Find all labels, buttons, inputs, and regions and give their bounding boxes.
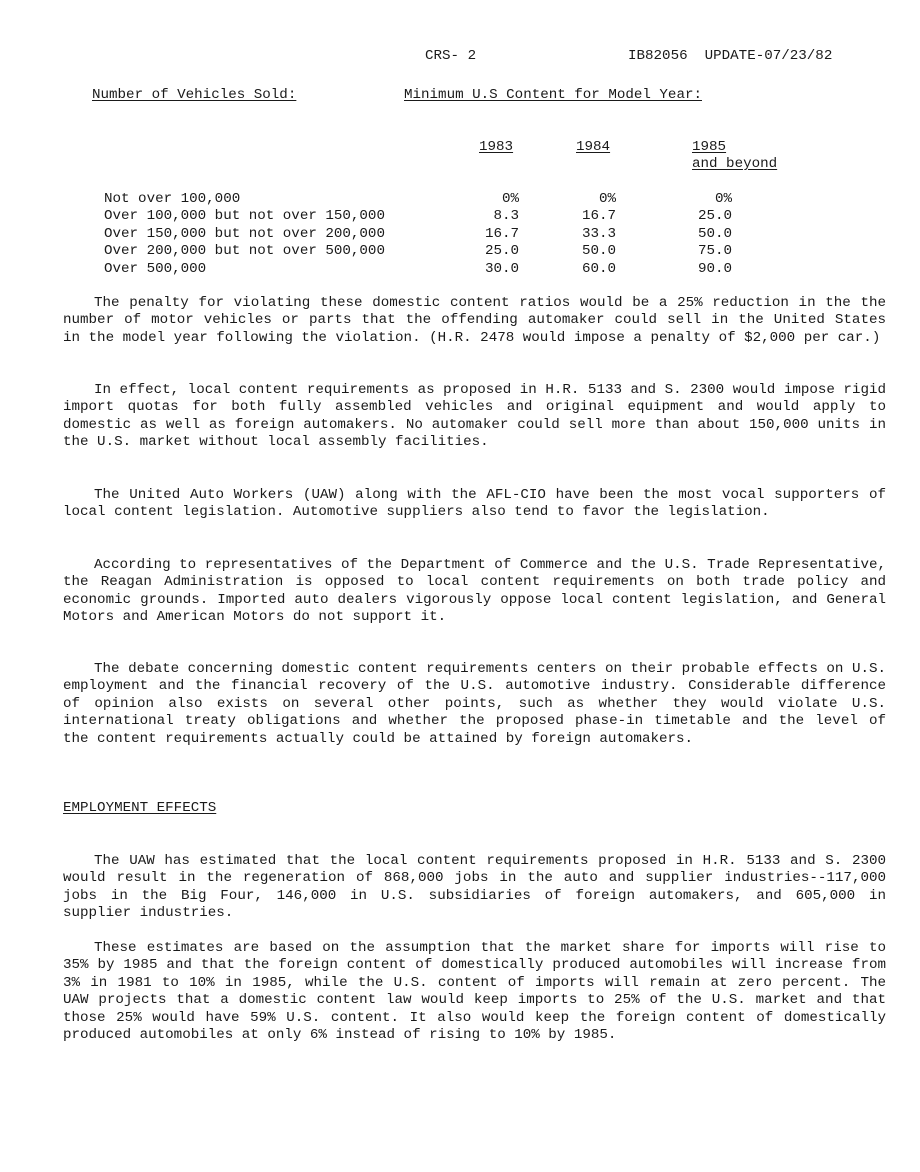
table-row [0, 243, 920, 260]
cell-1985: 50.0 [697, 225, 732, 242]
cell-1985: 90.0 [697, 260, 732, 277]
paragraph-uaw-support [63, 487, 886, 522]
row-label: Not over 100,000 [104, 191, 241, 207]
row-label: Over 200,000 but not over 500,000 [104, 243, 385, 260]
year-1983-heading: 1983 [479, 139, 514, 155]
table-heading-content: Minimum U.S Content for Model Year: [404, 87, 702, 103]
paragraph-text: In effect, local content requirements as proposed in H.R. 5133 and S. 2300 would impose rigid import quotas for both fully assembled vehicles and original equipment and would apply to domestic as well as foreign automakers. No automaker could sell more than about 150,000 units in the U.S. market without local assembly facilities. [63, 382, 886, 451]
section-heading-employment: EMPLOYMENT EFFECTS [63, 800, 217, 816]
cell-1984: 60.0 [581, 260, 616, 277]
table-row [0, 226, 920, 243]
cell-1983: 16.7 [484, 225, 519, 242]
cell-1985: 0% [714, 191, 732, 207]
table-row [0, 208, 920, 225]
cell-1983: 30.0 [484, 260, 519, 277]
row-label: Over 500,000 [104, 260, 207, 277]
paragraph-administration [63, 557, 886, 627]
paragraph-text: These estimates are based on the assumption that the market share for imports will rise to 35% by 1985 and that the foreign content of domestically produced automobiles will increase from 3% in 1981 to 10% in 1985, while the U.S. content of imports will remain at zero percent. The UAW projects that a domestic content law would keep imports to 25% of the U.S. market and that those 25% would have 59% U.S. content. It also would keep the foreign content of domestically produced automobiles at only 6% instead of rising to 10% by 1985. [63, 940, 886, 1044]
cell-1985: 25.0 [697, 208, 732, 225]
paragraph-text: The UAW has estimated that the local content requirements proposed in H.R. 5133 and S. 2300 would result in the regeneration of 868,000 jobs in the auto and supplier industries--117,000 jobs in the Big Four, 146,000 in U.S. subsidiaries of foreign automakers, and 605,000 in supplier industries. [63, 853, 886, 922]
report-number: CRS- 2 [425, 48, 477, 64]
year-1985-beyond-heading: and beyond [692, 156, 778, 172]
table-heading-vehicles: Number of Vehicles Sold: [92, 87, 297, 103]
paragraph-debate [63, 661, 886, 748]
issue-brief-update: IB82056 UPDATE-07/23/82 [628, 48, 833, 64]
cell-1984: 0% [598, 191, 616, 207]
paragraph-uaw-estimate [63, 853, 886, 923]
paragraph-text: The United Auto Workers (UAW) along with the AFL-CIO have been the most vocal supporters of local content legislation. Automotive suppliers also tend to favor the legislation. [63, 487, 886, 521]
year-1985-heading: 1985 [692, 139, 727, 155]
cell-1984: 16.7 [581, 208, 616, 225]
cell-1983: 0% [501, 191, 519, 207]
paragraph-text: According to representatives of the Department of Commerce and the U.S. Trade Representative, the Reagan Administration is opposed to local content requirements on both trade policy and economic grounds. Imported auto dealers vigorously oppose local content legislation, and General Motors and American Motors do not support it. [63, 557, 886, 626]
cell-1984: 50.0 [581, 243, 616, 260]
cell-1984: 33.3 [581, 225, 616, 242]
table-row [0, 191, 920, 208]
cell-1983: 25.0 [484, 243, 519, 260]
paragraph-text: The penalty for violating these domestic content ratios would be a 25% reduction in the the number of motor vehicles or parts that the offending automaker could sell in the United States in the model year following the violation. (H.R. 2478 would impose a penalty of $2,000 per car.) [63, 295, 886, 346]
paragraph-text: The debate concerning domestic content requirements centers on their probable effects on U.S. employment and the financial recovery of the U.S. automotive industry. Considerable difference of opinion also exists on several other points, such as whether they would violate U.S. international treaty obligations and whether the proposed phase-in timetable and the level of the content requirements actually could be attained by foreign automakers. [63, 661, 886, 747]
year-1984-heading: 1984 [576, 139, 611, 155]
paragraph-assumptions [63, 940, 886, 1044]
table-row [0, 261, 920, 278]
row-label: Over 100,000 but not over 150,000 [104, 208, 385, 225]
paragraph-penalty [63, 295, 886, 347]
paragraph-effect [63, 382, 886, 452]
row-label: Over 150,000 but not over 200,000 [104, 225, 385, 242]
cell-1983: 8.3 [493, 208, 519, 225]
cell-1985: 75.0 [697, 243, 732, 260]
